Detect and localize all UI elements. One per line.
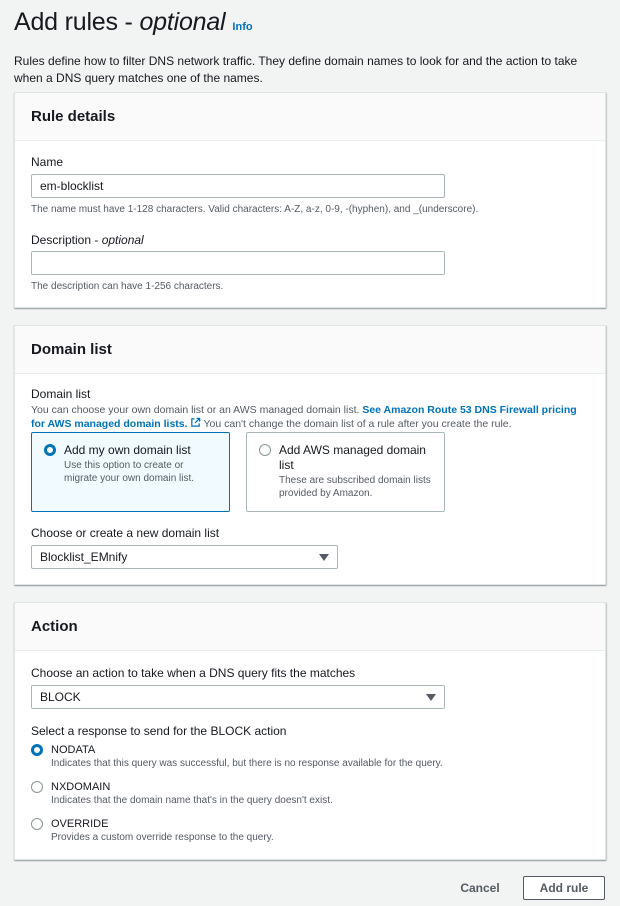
info-link[interactable]: Info — [232, 21, 253, 33]
own-domain-list-tile[interactable] — [31, 432, 230, 512]
page — [0, 0, 620, 87]
choose-domain-list-label: Choose or create a new domain list — [31, 526, 220, 540]
aws-managed-domain-list-desc: These are subscribed domain lists provided by Amazon. — [279, 475, 431, 499]
domain-list-help-text: You can choose your own domain list or an AWS managed domain list. — [31, 404, 363, 416]
name-hint: The name must have 1-128 characters. Valid characters: A-Z, a-z, 0-9, -(hyphen), and _(underscore). — [31, 204, 479, 215]
response-label: Select a response to send for the BLOCK action — [31, 724, 287, 738]
override-desc: Provides a custom override response to the query. — [51, 832, 274, 843]
name-input[interactable] — [31, 174, 445, 198]
description-optional: optional — [101, 233, 144, 247]
response-option-override[interactable] — [31, 817, 274, 845]
override-title: OVERRIDE — [51, 818, 109, 830]
action-heading: Action — [15, 603, 605, 651]
pricing-link[interactable]: See Amazon Route 53 DNS Firewall pricing for AWS managed domain lists. — [31, 404, 577, 430]
caret-down-icon — [319, 554, 329, 561]
nxdomain-title: NXDOMAIN — [51, 781, 111, 793]
own-domain-list-desc: Use this option to create or migrate your own domain list. — [64, 460, 195, 484]
action-panel — [14, 602, 606, 860]
action-choose-label: Choose an action to take when a DNS query fits the matches — [31, 666, 356, 680]
description-input[interactable] — [31, 251, 445, 275]
caret-down-icon — [426, 694, 436, 701]
name-label: Name — [31, 155, 64, 169]
domain-list-heading: Domain list — [15, 326, 605, 374]
description-label — [31, 233, 144, 247]
nodata-desc: Indicates that this query was successful, but there is no response available for the query. — [51, 758, 443, 769]
nodata-radio[interactable] — [31, 744, 43, 756]
aws-managed-domain-list-radio[interactable] — [259, 444, 271, 456]
domain-list-help — [31, 403, 593, 431]
cancel-button[interactable]: Cancel — [452, 876, 508, 900]
nodata-title: NODATA — [51, 744, 96, 756]
page-title-optional: optional — [139, 8, 226, 36]
description-hint: The description can have 1-256 characters. — [31, 281, 224, 292]
page-title — [14, 8, 225, 37]
response-option-nxdomain[interactable] — [31, 780, 333, 808]
add-rule-button[interactable]: Add rule — [523, 876, 605, 900]
response-option-nodata[interactable] — [31, 743, 443, 771]
action-select-value: BLOCK — [40, 690, 81, 704]
override-radio[interactable] — [31, 818, 43, 830]
aws-managed-domain-list-title: Add AWS managed domain list — [279, 443, 426, 472]
nxdomain-desc: Indicates that the domain name that's in the query doesn't exist. — [51, 795, 333, 806]
aws-managed-domain-list-tile[interactable] — [246, 432, 445, 512]
domain-list-label: Domain list — [31, 387, 91, 401]
own-domain-list-title: Add my own domain list — [64, 443, 191, 457]
action-select[interactable] — [31, 685, 445, 709]
rule-details-panel — [14, 92, 606, 308]
title-row — [14, 8, 606, 38]
description-label-text: Description - — [31, 233, 102, 247]
domain-list-help-after: You can't change the domain list of a rule after you create the rule. — [203, 418, 512, 430]
nxdomain-radio[interactable] — [31, 781, 43, 793]
intro-text: Rules define how to filter DNS network traffic. They define domain names to look for and the action to take when a DNS query matches one of the names. — [14, 54, 578, 85]
own-domain-list-radio[interactable] — [44, 444, 56, 456]
domain-list-select-value: Blocklist_EMnify — [40, 550, 128, 564]
domain-list-panel — [14, 325, 606, 585]
rule-details-heading: Rule details — [15, 93, 605, 141]
domain-list-select[interactable] — [31, 545, 338, 569]
external-link-icon — [190, 417, 201, 428]
page-title-text: Add rules - — [14, 8, 140, 36]
